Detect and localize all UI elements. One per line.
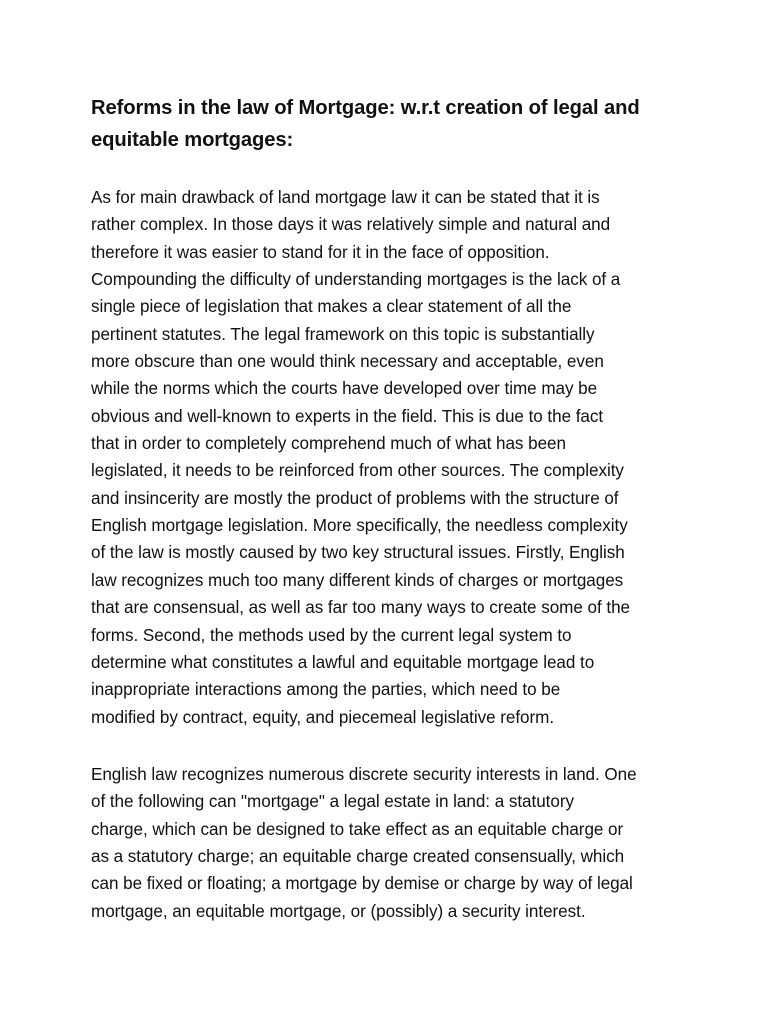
paragraph-1: As for main drawback of land mortgage law it can be stated that it is rather complex. In those days it was relatively simple and natural and therefore it was easier to stand for it in the face of opposition. Compounding the difficulty of understanding mortgages is the lack of a single piece of legislation that makes a clear statement of all the pertinent statutes. The legal framework on this topic is substantially more obscure than one would think necessary and acceptable, even while the norms which the courts have developed over time may be obvious and well-known to experts in the field. This is due to the fact that in order to completely comprehend much of what has been legislated, it needs to be reinforced from other sources. The complexity and insincerity are mostly the product of problems with the structure of English mortgage legislation. More specifically, the needless complexity of the law is mostly caused by two key structural issues. Firstly, English law recognizes much too many different kinds of charges or mortgages that are consensual, as well as far too many ways to create some of the forms. Second, the methods used by the current legal system to determine what constitutes a lawful and equitable mortgage lead to inappropriate interactions among the parties, which need to be modified by contract, equity, and piecemeal legislative reform. bbox=[91, 188, 630, 727]
paragraph-2: English law recognizes numerous discrete security interests in land. One of the following can "mortgage" a legal estate in land: a statutory charge, which can be designed to take effect as an equitable charge or as a statutory charge; an equitable charge created consensually, which can be fixed or floating; a mortgage by demise or charge by way of legal mortgage, an equitable mortgage, or (possibly) a security interest. bbox=[91, 764, 637, 921]
document-title: Reforms in the law of Mortgage: w.r.t creation of legal and equitable mortgages: bbox=[91, 97, 640, 151]
document-content bbox=[91, 92, 687, 925]
